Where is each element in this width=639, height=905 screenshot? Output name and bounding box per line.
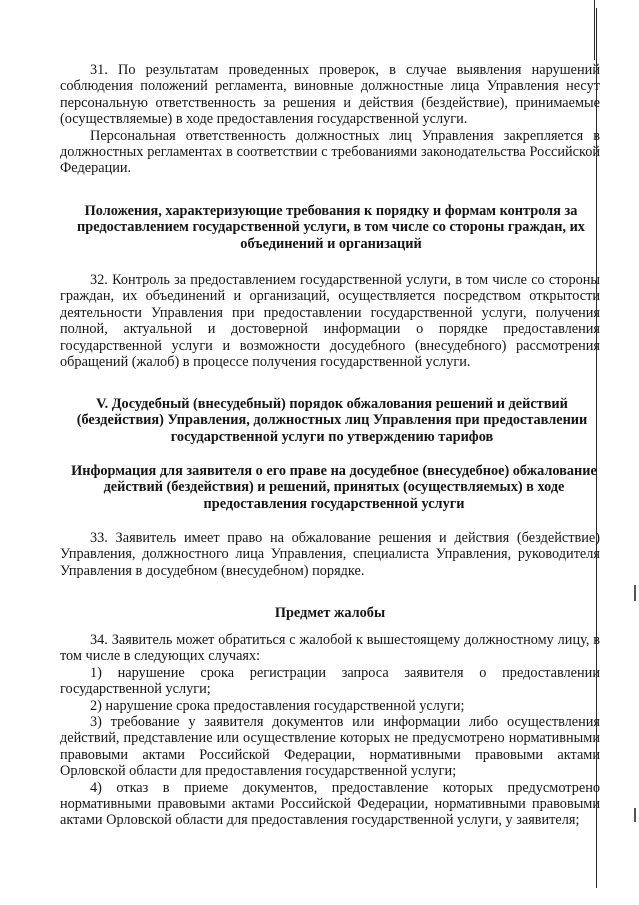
scan-edge-line-top: [594, 0, 595, 60]
list-item-2: 2) нарушение срока предоставления государственной услуги;: [90, 697, 465, 714]
heading-info: Информация для заявителя о его праве на досудебное (внесудебное) обжалование действий (бездействия) и решений, принятых (осуществляемых) в ходе предоставления государственной услуги: [71, 463, 597, 512]
scan-edge-mark: [634, 808, 636, 822]
heading-section-5-block: [62, 396, 602, 445]
heading-subject-block: [60, 605, 600, 621]
paragraph-31-block: [60, 62, 600, 177]
paragraph-34: 34. Заявитель может обратиться с жалобой к вышестоящему должностному лицу, в том числе в следующих случаях:: [60, 632, 600, 665]
paragraph-34-block: [60, 632, 600, 829]
paragraph-31-responsibility: Персональная ответственность должностных лиц Управления закрепляется в должностных регламентах в соответствии с требованиями законодательства Российской Федерации.: [60, 127, 600, 177]
paragraph-33: 33. Заявитель имеет право на обжалование решения и действия (бездействие) Управления, должностного лица Управления, специалиста Управления, руководителя Управления в досудебном (внесудебном) порядке.: [60, 530, 600, 579]
list-item-1: 1) нарушение срока регистрации запроса заявителя о предоставлении государственной услуги;: [60, 664, 600, 698]
paragraph-31: 31. По результатам проведенных проверок, в случае выявления нарушений соблюдения положений регламента, виновные должностные лица Управления несут персональную ответственность за решения и действия (бездействие), принимаемые (осуществляемые) в ходе предоставления государственной услуги.: [60, 62, 600, 128]
scan-edge-mark: [634, 585, 636, 601]
heading-control-block: [66, 203, 596, 252]
list-item-3: 3) требование у заявителя документов или информации либо осуществления действий, представление или осуществление которых не предусмотрено нормативными правовыми актами Российской Федерации, нормативными правовыми актами Орловской области для предоставления государственной услуги;: [60, 714, 600, 780]
paragraph-32-block: [60, 272, 600, 370]
heading-subject: Предмет жалобы: [274, 605, 386, 621]
heading-info-block: [64, 463, 604, 512]
list-item-4: 4) отказ в приеме документов, предоставление которых предусмотрено нормативными правовыми актами Российской Федерации, нормативными правовыми актами Орловской области для предоставления государственной услуги, у заявителя;: [60, 779, 600, 829]
heading-control: Положения, характеризующие требования к порядку и формам контроля за предоставлением государственной услуги, в том числе со стороны граждан, их объединений и организаций: [77, 203, 585, 252]
heading-section-5: V. Досудебный (внесудебный) порядок обжалования решений и действий (бездействия) Управления, должностных лиц Управления при предоставлении государственной услуги по утверждению тарифов: [76, 396, 588, 445]
paragraph-32: 32. Контроль за предоставлением государственной услуги, в том числе со стороны граждан, их объединений и организаций, осуществляется посредством открытости деятельности Управления при предоставлении государственной услуги, получения полной, актуальной и достоверной информации о порядке предоставления государственной услуги и возможности досудебного (внесудебного) рассмотрения обращений (жалоб) в процессе получения государственной услуги.: [60, 272, 600, 371]
paragraph-33-block: [60, 530, 600, 579]
